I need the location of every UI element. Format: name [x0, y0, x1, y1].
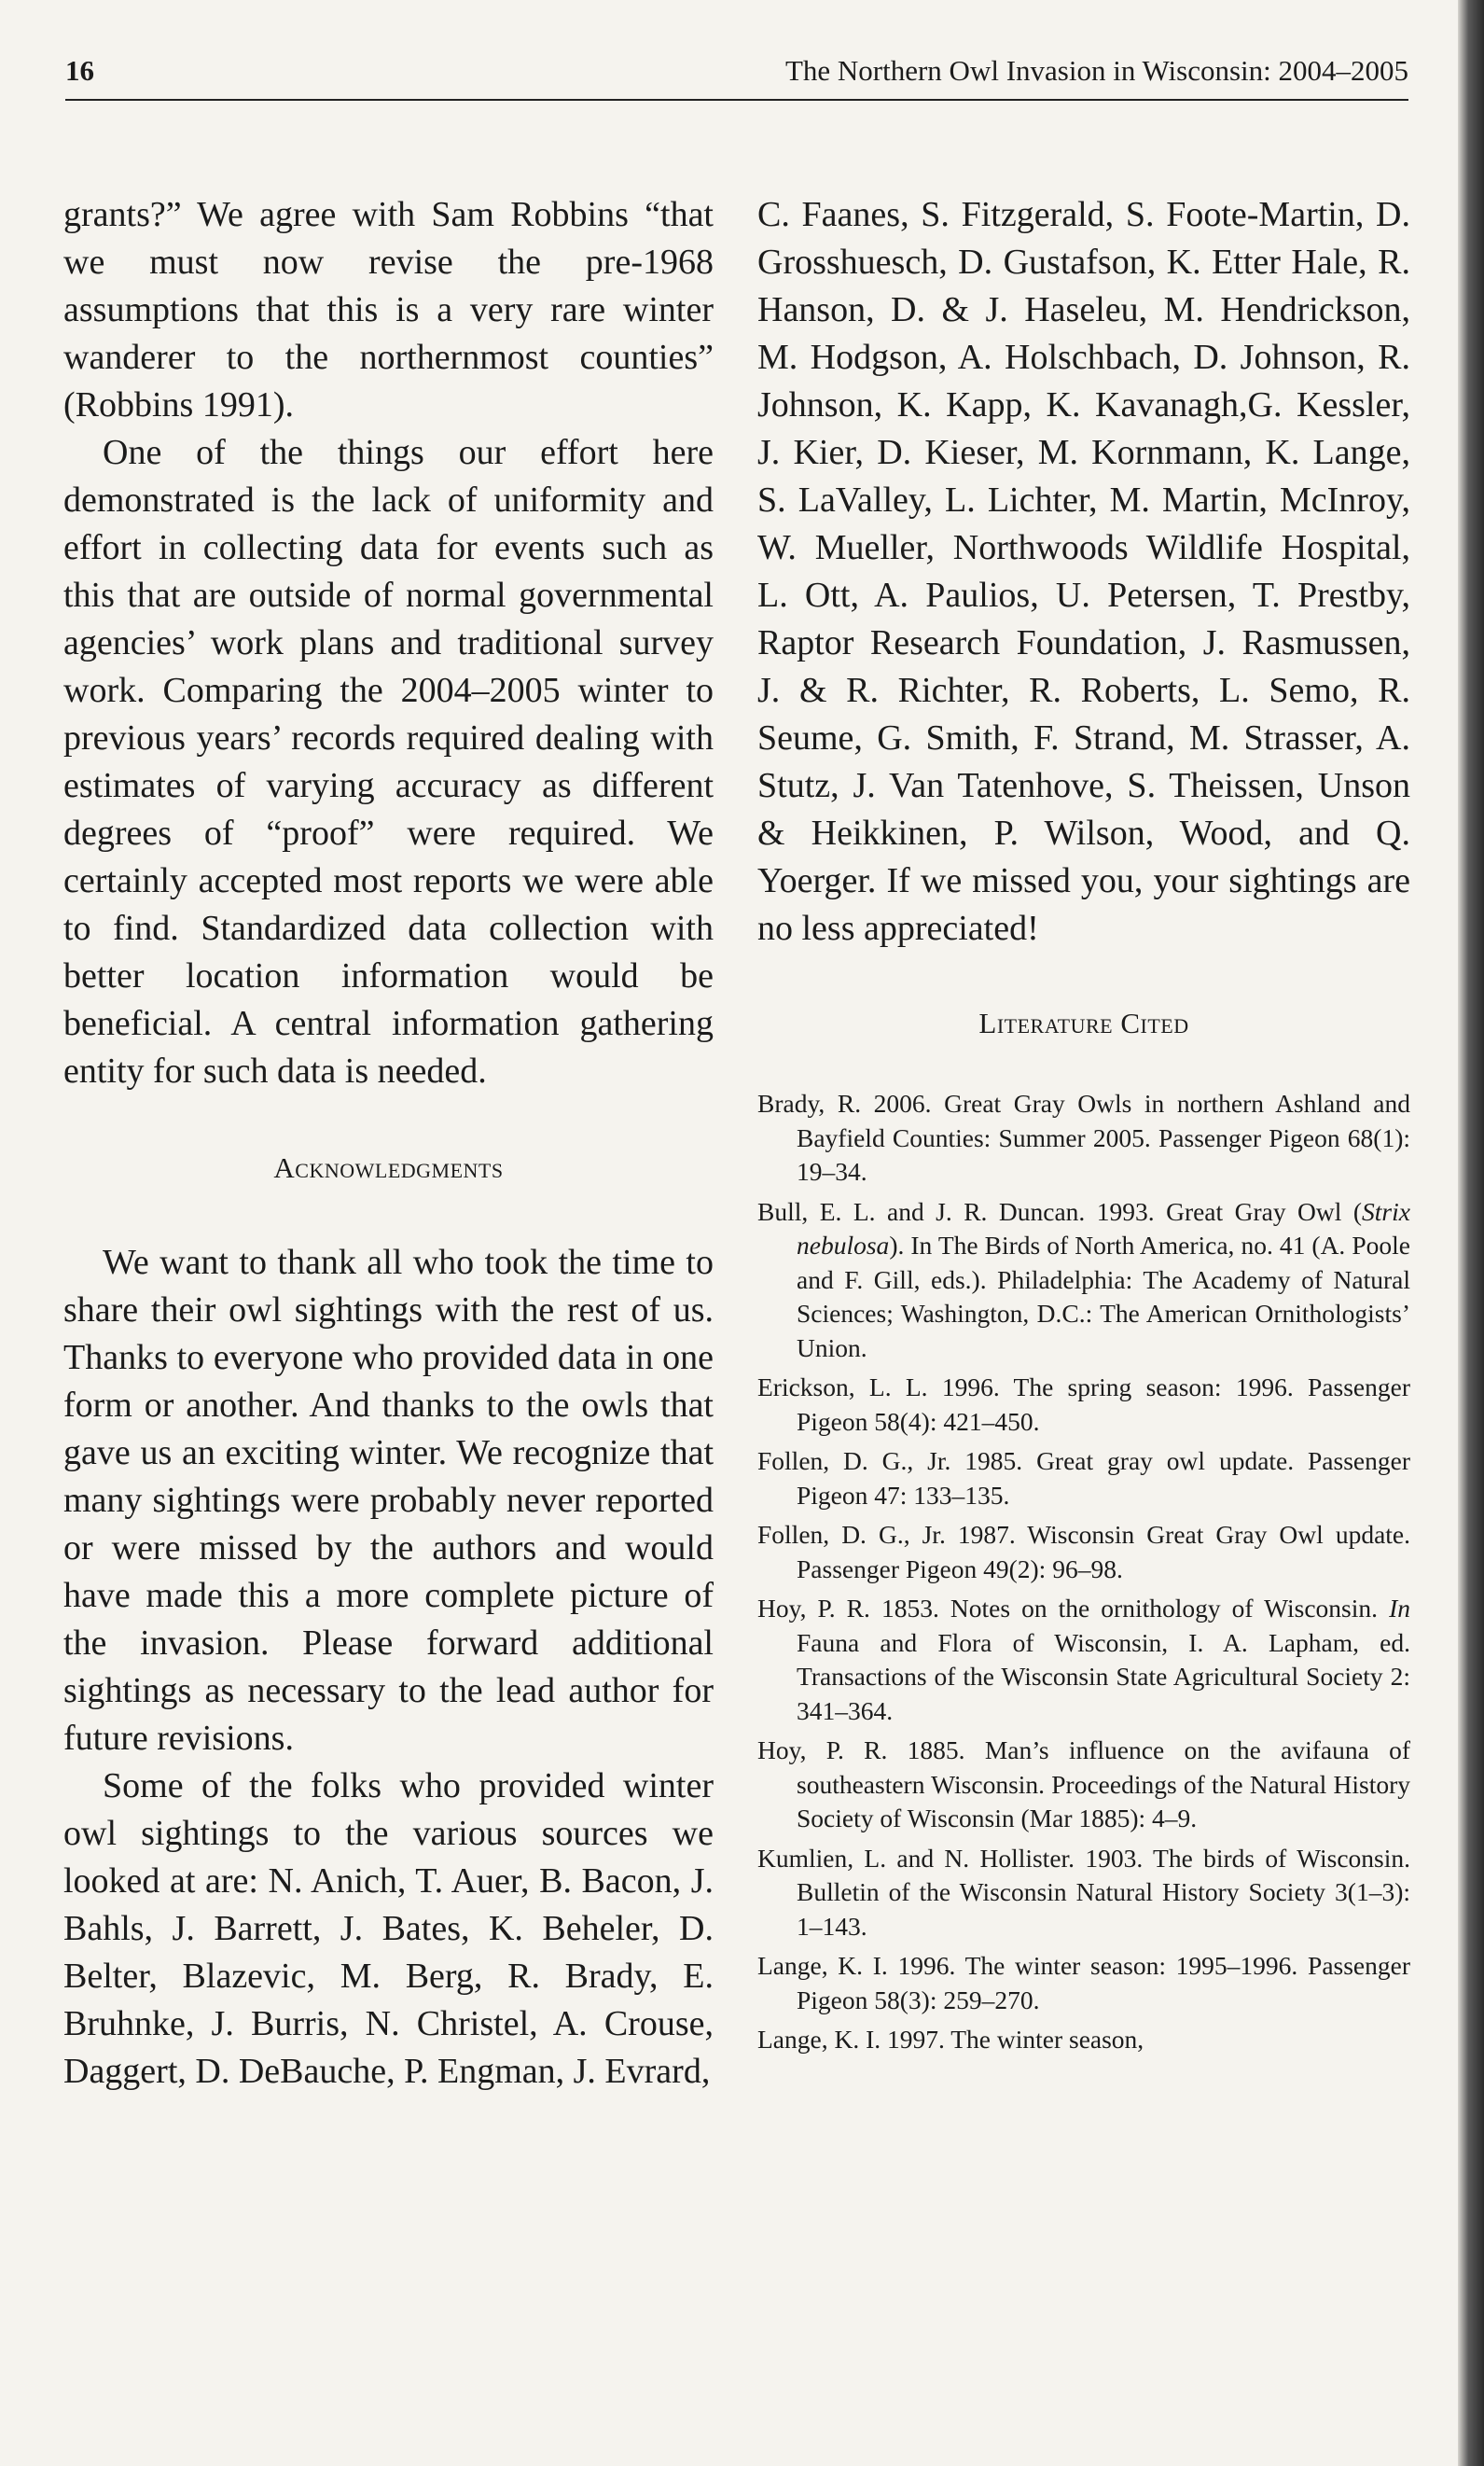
- literature-cited-heading: Literature Cited: [978, 1007, 1189, 1039]
- reference-list: [757, 1087, 1410, 2057]
- reference-item: Bull, E. L. and J. R. Duncan. 1993. Great Gray Owl (Strix nebulosa). In The Birds of North America, no. 41 (A. Poole and F. Gill, eds.). Philadelphia: The Academy of Natural Sciences; Washington, D.C.: The American Ornithologists’ Union.: [757, 1196, 1410, 1362]
- running-title: The Northern Owl Invasion in Wisconsin: 2004–2005: [784, 54, 1408, 87]
- right-column: [757, 191, 1410, 2063]
- reference-item: Kumlien, L. and N. Hollister. 1903. The birds of Wisconsin. Bulletin of the Wisconsin Natural History Society 3(1–3): 1–143.: [757, 1843, 1410, 1941]
- page-number: 16: [65, 54, 94, 87]
- paragraph-contributors: Some of the folks who provided winter owl sightings to the various sources we looked at are: N. Anich, T. Auer, B. Bacon, J. Bahls, J. Barrett, J. Bates, K. Beheler, D. Belter, Blazevic, M. Berg, R. Brady, E. Bruhnke, J. Burris, N. Christel, A. Crouse, Daggert, D. DeBauche, P. Engman, J. Evrard,: [63, 1766, 714, 2091]
- paragraph-thanks: We want to thank all who took the time to share their owl sightings with the rest of us. Thanks to everyone who provided data in one form or another. And thanks to the owls that gave us an exciting winter. We recognize that many sightings were probably never reported or were missed by the authors and would have made this a more complete picture of the invasion. Please forward additional sightings as necessary to the lead author for future revisions.: [63, 1243, 714, 1758]
- reference-item: Follen, D. G., Jr. 1987. Wisconsin Great Gray Owl update. Passenger Pigeon 49(2): 96–98.: [757, 1520, 1410, 1583]
- header-rule: [65, 99, 1408, 101]
- reference-item: Hoy, P. R. 1853. Notes on the ornithology of Wisconsin. In Fauna and Flora of Wisconsin, I. A. Lapham, ed. Transactions of the Wisconsin State Agricultural Society 2: 341–364.: [757, 1594, 1410, 1725]
- left-column: [63, 191, 714, 2096]
- reference-item: Brady, R. 2006. Great Gray Owls in northern Ashland and Bayfield Counties: Summer 2005. Passenger Pigeon 68(1): 19–34.: [757, 1089, 1410, 1186]
- paragraph-data-collection: One of the things our effort here demonstrated is the lack of uniformity and effort in collecting data for events such as this that are outside of normal governmental agencies’ work plans and traditional survey work. Comparing the 2004–2005 winter to previous years’ records required dealing with estimates of varying accuracy as different degrees of “proof” were required. We certainly accepted most reports we were able to find. Standardized data collection with better location information would be beneficial. A central information gathering entity for such data is needed.: [63, 433, 714, 1091]
- paragraph-conclusion-end: grants?” We agree with Sam Robbins “that we must now revise the pre-1968 assumptions that this is a very rare winter wanderer to the northernmost counties” (Robbins 1991).: [63, 195, 714, 425]
- reference-item: Lange, K. I. 1997. The winter season,: [757, 2025, 1144, 2054]
- paragraph-contributors-cont: C. Faanes, S. Fitzgerald, S. Foote-Martin, D. Grosshuesch, D. Gustafson, K. Etter Hale, R. Hanson, D. & J. Haseleu, M. Hendrickson, M. Hodgson, A. Holschbach, D. Johnson, R. Johnson, K. Kapp, K. Kavanagh,G. Kessler, J. Kier, D. Kieser, M. Kornmann, K. Lange, S. LaValley, L. Lichter, M. Martin, McInroy, W. Mueller, Northwoods Wildlife Hospital, L. Ott, A. Paulios, U. Petersen, T. Prestby, Raptor Research Foundation, J. Rasmussen, J. & R. Richter, R. Roberts, L. Semo, R. Seume, G. Smith, F. Strand, M. Strasser, A. Stutz, J. Van Tatenhove, S. Theissen, Unson & Heikkinen, P. Wilson, Wood, and Q. Yoerger. If we missed you, your sightings are no less appreciated!: [757, 195, 1410, 948]
- page-header: [65, 54, 1408, 99]
- reference-item: Lange, K. I. 1996. The winter season: 1995–1996. Passenger Pigeon 58(3): 259–270.: [757, 1951, 1410, 2014]
- reference-item: Hoy, P. R. 1885. Man’s influence on the avifauna of southeastern Wisconsin. Proceedings of the Natural History Society of Wisconsin (Mar 1885): 4–9.: [757, 1735, 1410, 1832]
- acknowledgments-heading: Acknowledgments: [273, 1151, 504, 1184]
- page-edge-shadow: [1458, 0, 1484, 2466]
- reference-item: Follen, D. G., Jr. 1985. Great gray owl update. Passenger Pigeon 47: 133–135.: [757, 1446, 1410, 1510]
- reference-item: Erickson, L. L. 1996. The spring season: 1996. Passenger Pigeon 58(4): 421–450.: [757, 1372, 1410, 1436]
